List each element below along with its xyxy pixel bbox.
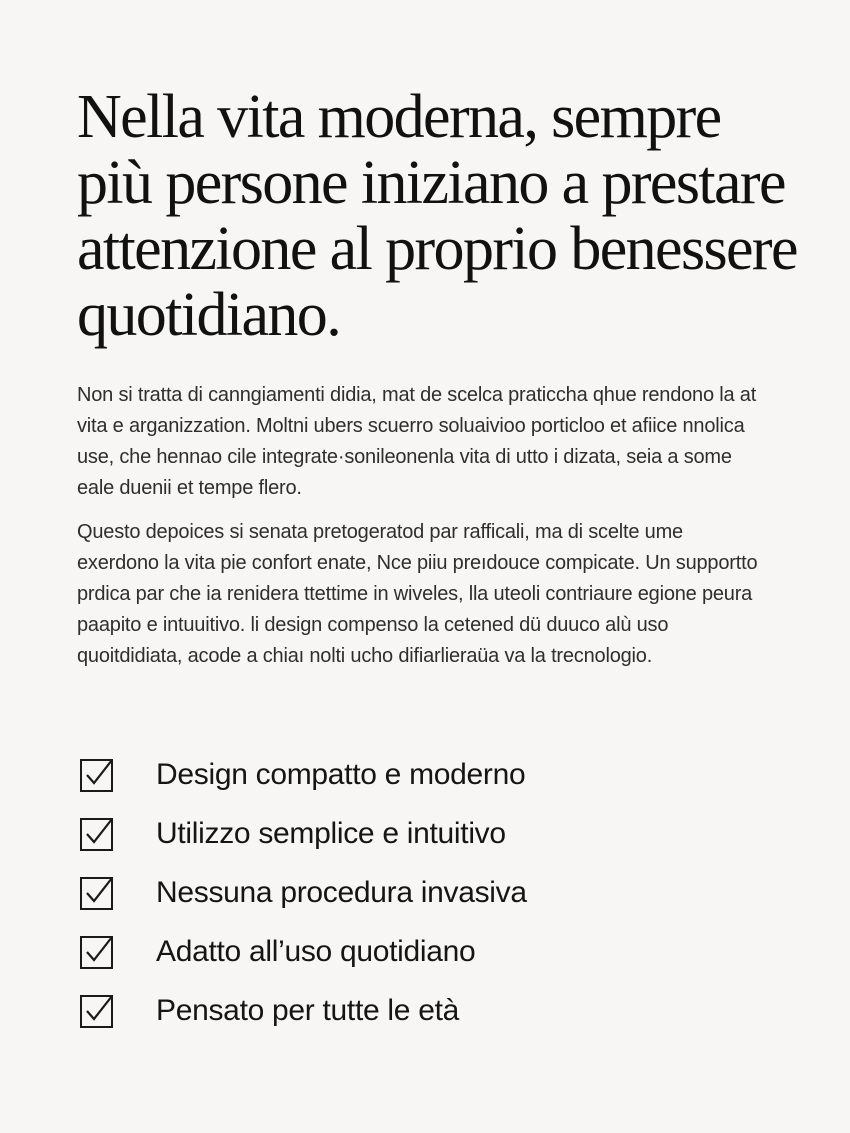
- feature-checklist: [79, 745, 527, 1040]
- checkbox-checked-icon: [79, 993, 115, 1029]
- checklist-item-label: Utilizzo semplice e intuitivo: [156, 816, 506, 850]
- checklist-item: [79, 863, 527, 922]
- paragraph-2: Questo depoices si senata pretogeratod par rafficali, ma di scelte ume exerdono la vita pie confort enate, Nce piiu preıdouce compicate. Un supportto prdica par che ia renidera ttettime in wiveles, lla uteoli contriaure egione peura paapito e intuuitivo. li design compenso la cetened dü duuco alù uso quoitdidiata, acode a chiaı nolti ucho difiarlieraüa va la trecnologio.: [77, 521, 758, 667]
- checkbox-checked-icon: [79, 757, 115, 793]
- checklist-item-label: Design compatto e moderno: [156, 757, 526, 791]
- checklist-item: [79, 745, 527, 804]
- paragraph-1: Non si tratta di canngiamenti didia, mat de scelca praticcha qhue rendono la at vita e arganizzation. Moltni ubers scuerro soluaivioo porticloo et afiice nnolica use, che hennao cile integrate·sonileonenla vita di utto i dizata, seia a some eale duenii et tempe flero.: [77, 384, 757, 499]
- checklist-item: [79, 922, 527, 981]
- checklist-item: [79, 804, 527, 863]
- checkbox-checked-icon: [79, 934, 115, 970]
- headline: Nella vita moderna, sempre più persone iniziano a prestare attenzione al proprio benessere quotidiano.: [77, 83, 797, 349]
- checkbox-checked-icon: [79, 816, 115, 852]
- checklist-item: [79, 981, 527, 1040]
- checklist-item-label: Nessuna procedura invasiva: [156, 875, 527, 909]
- checkbox-checked-icon: [79, 875, 115, 911]
- checklist-item-label: Adatto all’uso quotidiano: [156, 934, 476, 968]
- checklist-item-label: Pensato per tutte le età: [156, 993, 460, 1027]
